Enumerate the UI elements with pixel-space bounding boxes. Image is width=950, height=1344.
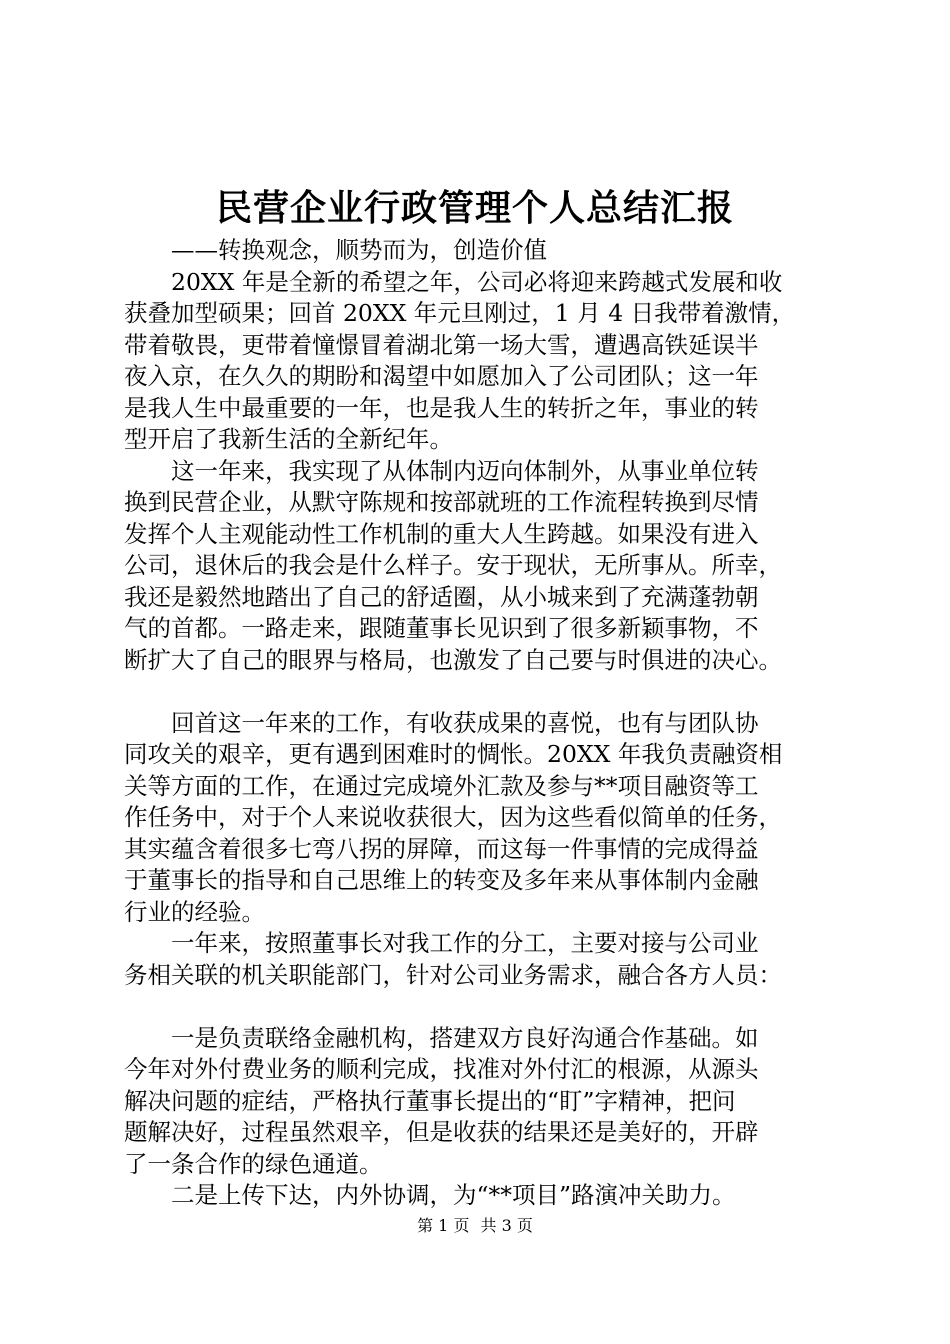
- paragraph-line: 今年对外付费业务的顺利完成，找准对外付汇的根源，从源头: [124, 1055, 759, 1083]
- paragraph-line: 是我人生中最重要的一年，也是我人生的转折之年，事业的转: [124, 393, 759, 422]
- paragraph-line: 断扩大了自己的眼界与格局，也激发了自己要与时俱进的决心。: [124, 645, 782, 674]
- paragraph-6: [124, 1180, 836, 1212]
- paragraph-line: 同攻关的艰辛，更有遇到困难时的惆怅。20XX 年我负责融资相: [124, 740, 783, 768]
- subtitle: ——转换观念，顺势而为，创造价值: [171, 236, 547, 264]
- paragraph-line: 解决问题的症结，严格执行董事长提出的“盯”字精神，把问: [124, 1086, 736, 1115]
- paragraph-line: 了一条合作的绿色通道。: [124, 1149, 383, 1178]
- paragraph-line: 带着敬畏，更带着憧憬冒着湖北第一场大雪，遭遇高铁延误半: [124, 330, 759, 359]
- paragraph-line: 务相关联的机关职能部门，针对公司业务需求，融合各方人员：: [124, 960, 782, 989]
- paragraph-line: 这一年来，我实现了从体制内迈向体制外，从事业单位转: [171, 456, 759, 485]
- paragraph-line: 20XX 年是全新的希望之年，公司必将迎来跨越式发展和收: [171, 267, 783, 296]
- paragraph-1: [124, 267, 836, 456]
- page-number: 第 1 页: [417, 1216, 470, 1235]
- paragraph-line: 其实蕴含着很多七弯八拐的屏障，而这每一件事情的完成得益: [124, 834, 759, 863]
- paragraph-3: [124, 708, 836, 929]
- paragraph-line: 题解决好，过程虽然艰辛，但是收获的结果还是美好的，开辟: [124, 1118, 759, 1146]
- paragraph-line: 公司，退休后的我会是什么样子。安于现状，无所事从。所幸，: [124, 551, 782, 579]
- paragraph-line: 夜入京，在久久的期盼和渴望中如愿加入了公司团队；这一年: [124, 362, 759, 390]
- document-body: [124, 235, 836, 1212]
- paragraph-line: 换到民营企业，从默守陈规和按部就班的工作流程转换到尽情: [124, 488, 759, 516]
- paragraph-line: 一是负责联络金融机构，搭建双方良好沟通合作基础。如: [171, 1023, 759, 1052]
- paragraph-line: 关等方面的工作，在通过完成境外汇款及参与**项目融资等工: [124, 771, 759, 800]
- paragraph-line: 行业的经验。: [124, 897, 265, 926]
- paragraph-2: [124, 456, 836, 677]
- paragraph-line: 回首这一年来的工作，有收获成果的喜悦，也有与团队协: [171, 708, 759, 737]
- paragraph-line: 二是上传下达，内外协调，为“**项目”路演冲关助力。: [171, 1181, 736, 1209]
- paragraph-line: 我还是毅然地踏出了自己的舒适圈，从小城来到了充满蓬勃朝: [124, 582, 759, 611]
- page-footer: [0, 1214, 950, 1238]
- page-title: 民营企业行政管理个人总结汇报: [215, 187, 734, 229]
- paragraph-spacer: [124, 676, 836, 708]
- paragraph-5: [124, 1023, 836, 1181]
- paragraph-line: 获叠加型硕果；回首 20XX 年元旦刚过，1 月 4 日我带着激情，: [124, 299, 796, 327]
- paragraph-4: [124, 928, 836, 991]
- total-pages: 共 3 页: [480, 1216, 533, 1235]
- paragraph-line: 发挥个人主观能动性工作机制的重大人生跨越。如果没有进入: [124, 519, 759, 548]
- paragraph-line: 气的首都。一路走来，跟随董事长见识到了很多新颖事物，不: [124, 614, 759, 642]
- paragraph-spacer: [124, 991, 836, 1023]
- paragraph-line: 于董事长的指导和自己思维上的转变及多年来从事体制内金融: [124, 866, 759, 894]
- paragraph-line: 一年来，按照董事长对我工作的分工，主要对接与公司业: [171, 929, 759, 957]
- paragraph-line: 型开启了我新生活的全新纪年。: [124, 425, 453, 453]
- paragraph-line: 作任务中，对于个人来说收获很大，因为这些看似简单的任务，: [124, 803, 782, 831]
